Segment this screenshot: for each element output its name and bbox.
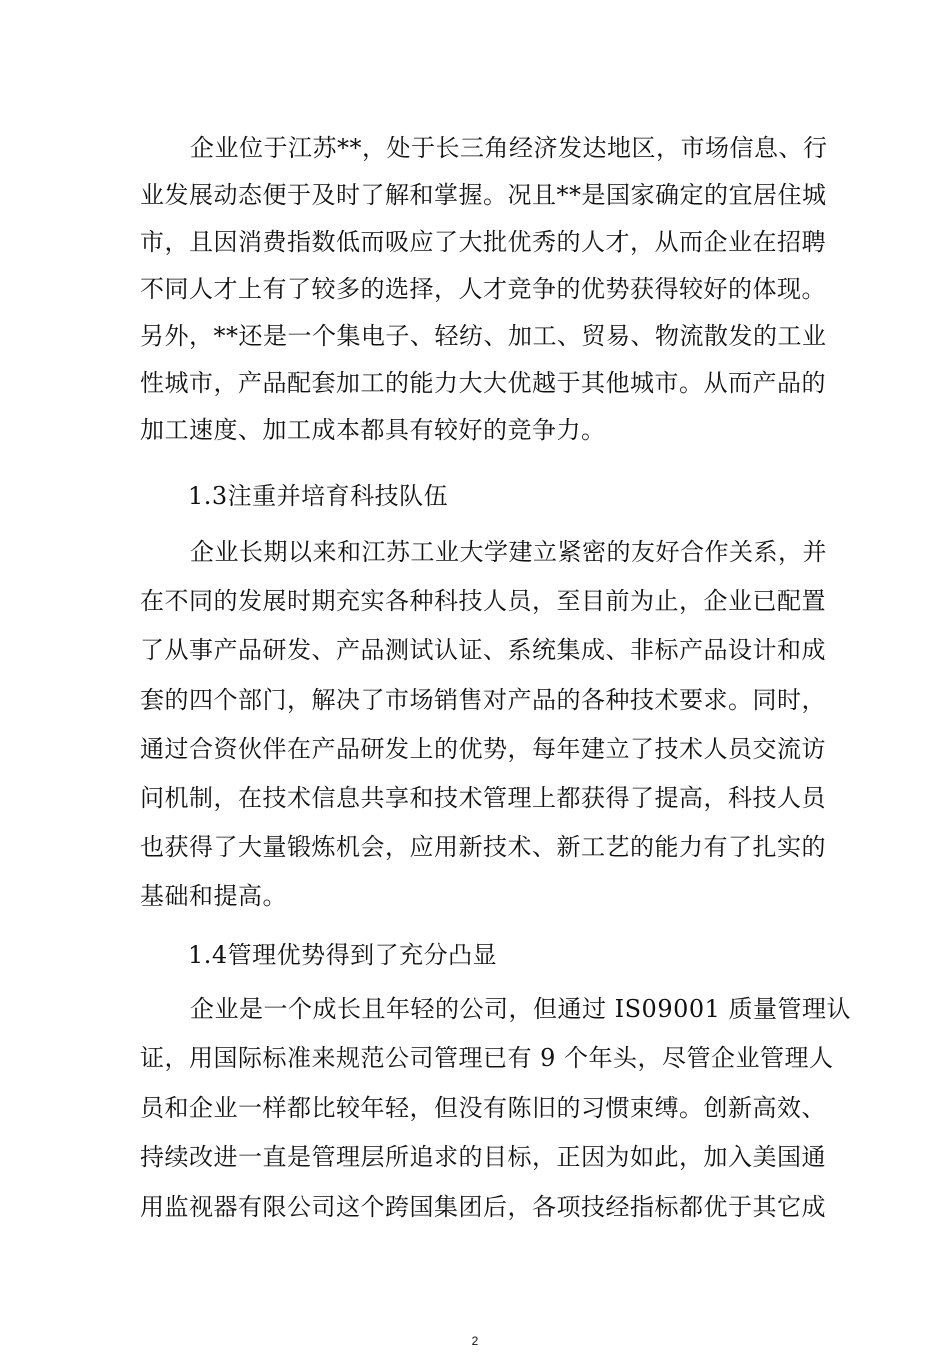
paragraph-line: 不同人才上有了较多的选择，人才竞争的优势获得较好的体现。 <box>140 275 826 303</box>
section-heading: 1.3注重并培育科技队伍 <box>188 482 449 510</box>
paragraph-line: 企业长期以来和江苏工业大学建立紧密的友好合作关系，并 <box>190 538 827 566</box>
page-number: 2 <box>471 1334 479 1348</box>
paragraph-line: 了从事产品研发、产品测试认证、系统集成、非标产品设计和成 <box>140 636 826 664</box>
paragraph-line: 另外，**还是一个集电子、轻纺、加工、贸易、物流散发的工业 <box>140 322 827 350</box>
paragraph-line: 套的四个部门，解决了市场销售对产品的各种技术要求。同时， <box>140 686 826 714</box>
paragraph-line: 市，且因消费指数低而吸应了大批优秀的人才，从而企业在招聘 <box>140 228 826 256</box>
paragraph-line: 在不同的发展时期充实各种科技人员，至目前为止，企业已配置 <box>140 587 826 615</box>
paragraph-line: 证，用国际标准来规范公司管理已有 9 个年头，尽管企业管理人 <box>140 1044 834 1072</box>
paragraph-line: 基础和提高。 <box>140 882 287 910</box>
section-heading: 1.4管理优势得到了充分凸显 <box>188 941 498 969</box>
paragraph-line: 用监视器有限公司这个跨国集团后，各项技经指标都优于其它成 <box>140 1193 826 1221</box>
paragraph-line: 加工速度、加工成本都具有较好的竞争力。 <box>140 416 606 444</box>
paragraph-line: 企业位于江苏**，处于长三角经济发达地区，市场信息、行 <box>190 134 828 162</box>
paragraph-line: 持续改进一直是管理层所追求的目标，正因为如此，加入美国通 <box>140 1143 826 1171</box>
paragraph-line: 业发展动态便于及时了解和掌握。况且**是国家确定的宜居住城 <box>140 181 827 209</box>
paragraph-line: 通过合资伙伴在产品研发上的优势，每年建立了技术人员交流访 <box>140 735 826 763</box>
paragraph-line: 也获得了大量锻炼机会，应用新技术、新工艺的能力有了扎实的 <box>140 833 826 861</box>
paragraph-line: 员和企业一样都比较年轻，但没有陈旧的习惯束缚。创新高效、 <box>140 1094 826 1122</box>
paragraph-line: 性城市，产品配套加工的能力大大优越于其他城市。从而产品的 <box>140 369 826 397</box>
paragraph-line: 问机制，在技术信息共享和技术管理上都获得了提高，科技人员 <box>140 784 826 812</box>
paragraph-line: 企业是一个成长且年轻的公司，但通过 IS09001 质量管理认 <box>190 995 852 1023</box>
